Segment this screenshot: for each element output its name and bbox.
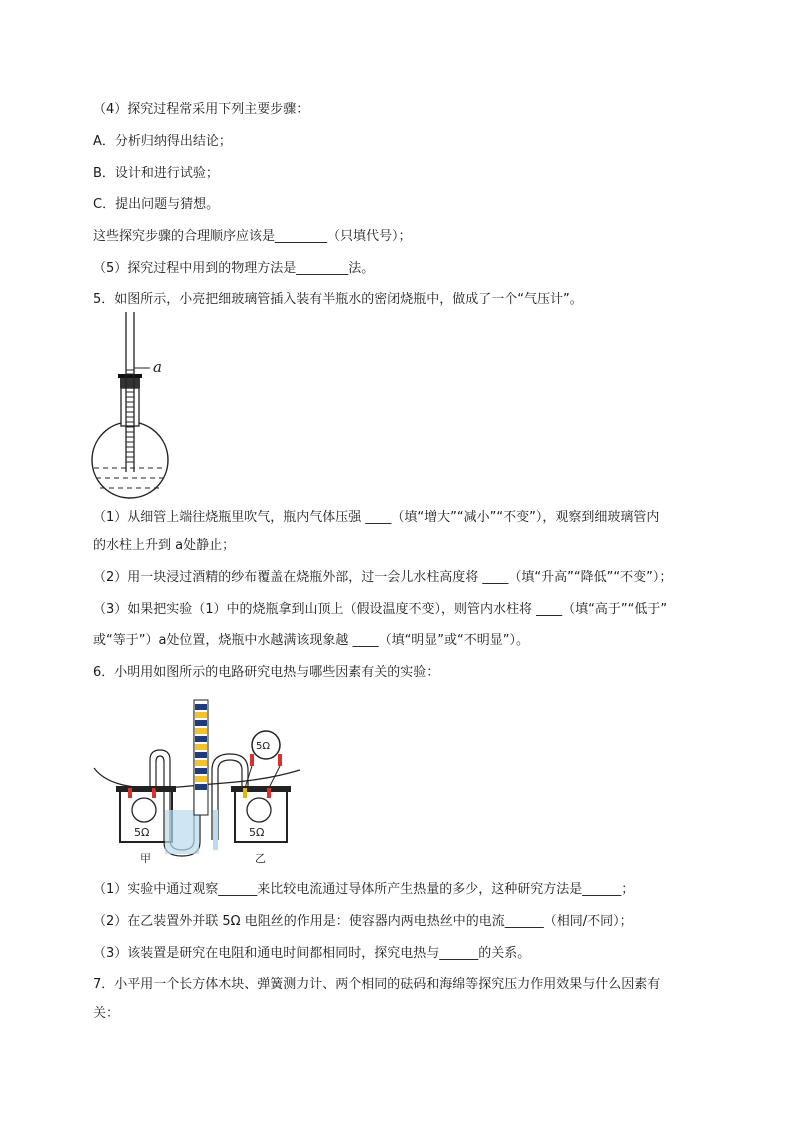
q6-part1: （1）实验中通过观察______来比较电流通过导体所产生热量的多少，这种研究方法是______； [93,882,635,897]
external-clip-2 [278,754,282,766]
q5-part2: （2）用一块浸过酒精的纱布覆盖在烧瓶外部，过一会儿水柱高度将 ____（填“升高”“降低”“不变”）； [93,570,673,585]
q7-stem-line1: 7．小平用一个长方体木块、弹簧测力计、两个相同的砝码和海绵等探究压力作用效果与什么因素有 [93,977,661,992]
q5-part3-line1: （3）如果把实验（1）中的烧瓶拿到山顶上（假设温度不变），则管内水柱将 ____（填“高于”“低于” [93,602,668,617]
resistor-right-label: 5Ω [249,826,265,839]
container-right-lid [231,786,291,792]
container-left-lid [116,786,176,792]
clip-left-1 [128,788,132,798]
resistor-left-label: 5Ω [134,826,150,839]
scale-stripes [195,704,207,790]
u-tube-right-liquid [213,810,218,850]
clip-right-2 [267,788,271,798]
resistor-right-coil [247,798,271,822]
q6-stem: 6．小明用如图所示的电路研究电热与哪些因素有关的实验： [93,665,440,680]
q6-part2: （2）在乙装置外并联 5Ω 电阻丝的作用是：使容器内两电热丝中的电流______（相同/不同）； [93,914,633,929]
label-jia: 甲 [140,852,151,865]
q4-option-b: B．设计和进行试验； [93,166,219,181]
external-clip-1 [250,754,254,766]
q4-option-a: A．分析归纳得出结论； [93,134,232,149]
external-resistor-label: 5Ω [256,741,271,752]
u-tube-liquid [165,810,199,854]
label-a: a [153,358,162,376]
q4-option-c: C．提出问题与猜想。 [93,197,220,212]
q6-part3: （3）该装置是研究在电阻和通电时间都相同时，探究电热与______的关系。 [93,946,531,961]
q5-method-question: （5）探究过程中用到的物理方法是________法。 [93,261,375,276]
clip-left-2 [152,788,156,798]
q5-part1-line1: （1）从细管上端往烧瓶里吹气，瓶内气体压强 ____（填“增大”“减小”“不变”），观察到细玻璃管内 [93,510,660,525]
joule-heating-figure [90,690,310,870]
q4-step-intro: （4）探究过程常采用下列主要步骤： [93,102,310,117]
flask-bulb [92,422,168,498]
q5-part3-line2: 或“等于”）a处位置，烧瓶中水越满该现象越 ____（填“明显”或“不明显”）。 [93,633,530,648]
q7-stem-line2: 关： [93,1006,120,1021]
q5-part1-line2: 的水柱上升到 a处静止； [93,538,236,553]
q4-order-question: 这些探究步骤的合理顺序应该是________（只填代号）； [93,229,412,244]
q5-stem: 5．如图所示，小亮把细玻璃管插入装有半瓶水的密闭烧瓶中，做成了一个“气压计”。 [93,292,583,307]
label-yi: 乙 [255,852,266,865]
barometer-flask-figure [90,312,180,502]
stopper-cap [118,374,142,378]
resistor-left-coil [132,798,156,822]
clip-right-1 [243,788,247,798]
